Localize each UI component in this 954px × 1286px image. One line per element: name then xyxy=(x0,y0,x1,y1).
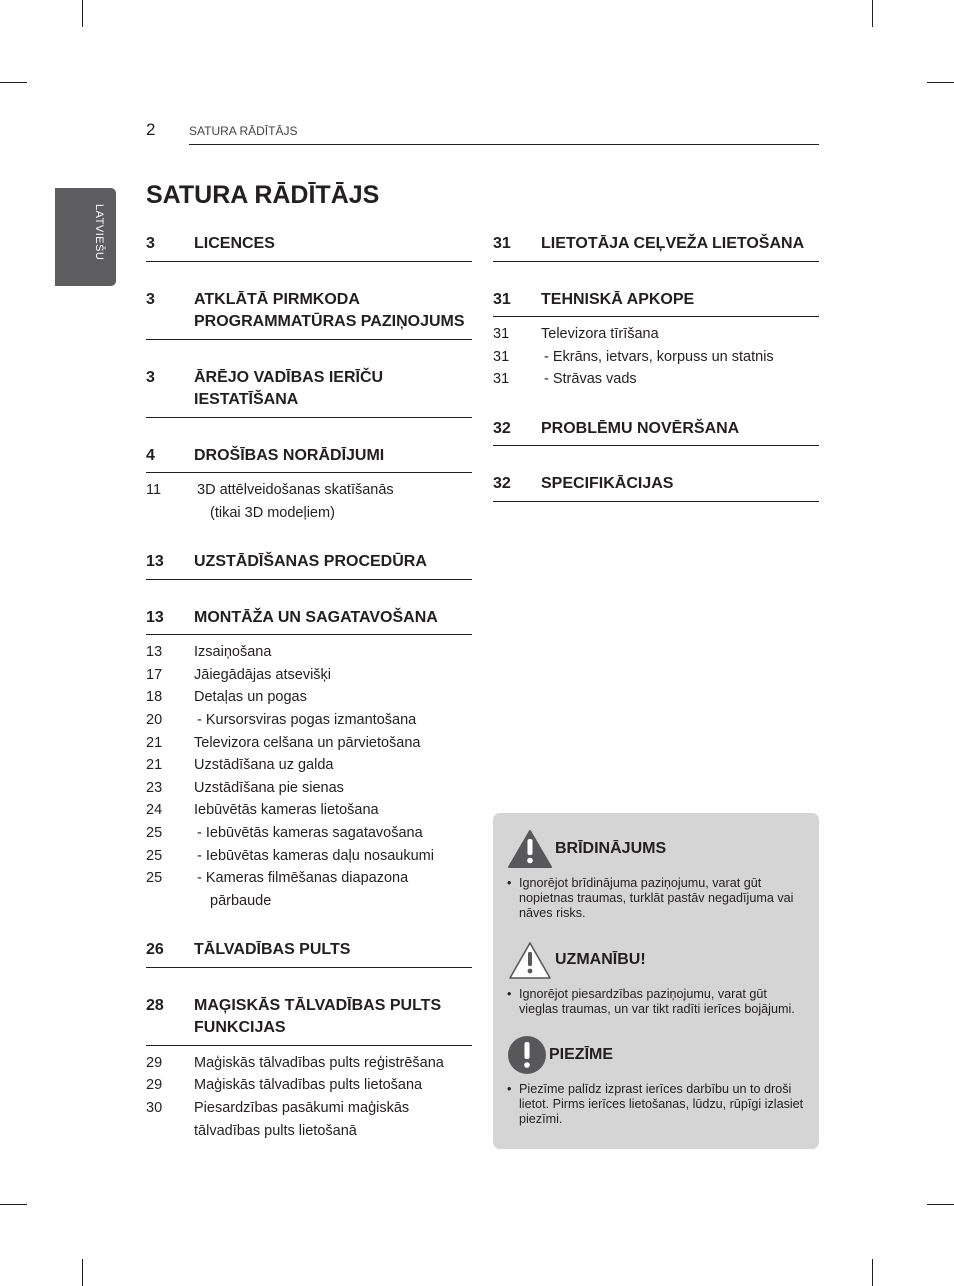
toc-section-title: LICENCES xyxy=(194,235,275,252)
toc-subitem-text: Piesardzības pasākumi maģiskās xyxy=(194,1100,410,1116)
toc-subitem xyxy=(146,664,472,687)
page-title: SATURA RĀDĪTĀJS xyxy=(146,181,380,209)
toc-subitem-page: 20 xyxy=(146,711,163,728)
toc-subitem-text: Iebūvētās kameras lietošana xyxy=(194,802,379,819)
toc-subitem-page: 21 xyxy=(146,734,163,751)
crop-mark xyxy=(872,1259,873,1286)
toc-subitem xyxy=(493,346,819,369)
bullet: • xyxy=(507,1082,512,1096)
toc-section-page: 31 xyxy=(493,290,511,308)
toc-section-page: 28 xyxy=(146,996,164,1014)
toc-section xyxy=(146,992,472,1046)
toc-subitem xyxy=(146,822,472,845)
toc-subitems xyxy=(146,641,472,912)
toc-subitem-text: Izsaiņošana xyxy=(194,644,272,661)
toc-subitem-page: 13 xyxy=(146,644,163,661)
toc-subitem-text: pārbaude xyxy=(210,892,272,909)
toc-section-title: MAĢISKĀS TĀLVADĪBAS PULTS FUNKCIJAS xyxy=(194,996,442,1037)
toc-subitem-text: - Strāvas vads xyxy=(544,371,637,388)
toc-subitem-text: - Ekrāns, ietvars, korpuss un statnis xyxy=(544,348,774,365)
toc-section-title: LIETOTĀJA CEĻVEŽA LIETOŠANA xyxy=(541,235,805,252)
toc-section-page: 26 xyxy=(146,941,164,959)
toc-section xyxy=(146,936,472,968)
toc-subitem xyxy=(146,1052,472,1075)
note-exclamation-circle-icon xyxy=(507,1035,553,1075)
toc-subitem-text: - Kursorsviras pogas izmantošana xyxy=(197,711,417,728)
toc-subitem-page: 29 xyxy=(146,1054,163,1071)
bullet: • xyxy=(507,876,512,890)
toc-subitem-text: Jāiegādājas atsevišķi xyxy=(194,666,332,683)
toc-subitem-text: Televizora celšana un pārvietošana xyxy=(194,734,421,751)
caution-notice xyxy=(507,940,809,1017)
toc-subitem xyxy=(146,502,472,525)
bullet: • xyxy=(507,987,512,1001)
toc-section-page: 3 xyxy=(146,235,155,252)
crop-mark xyxy=(0,1204,27,1205)
toc-left-column xyxy=(146,230,472,1142)
toc-subitem-text: 3D attēlveidošanas skatīšanās xyxy=(197,482,394,498)
toc-subitem-page: 30 xyxy=(146,1100,163,1116)
toc-section xyxy=(493,230,819,262)
toc-section xyxy=(146,442,472,474)
warning-notice xyxy=(507,829,809,921)
toc-subitem-page: 31 xyxy=(493,348,510,365)
caution-text: Ignorējot piesardzības paziņojumu, varat gūt vieglas traumas, un var tikt radīti ierīces bojājumi. xyxy=(519,987,795,1016)
toc-subitem-page: 23 xyxy=(146,779,163,796)
language-tab xyxy=(55,188,116,286)
toc-subitem xyxy=(146,1074,472,1097)
toc-section-page: 13 xyxy=(146,553,164,571)
toc-subitem xyxy=(146,709,472,732)
crop-mark xyxy=(927,82,954,83)
toc-section-title: TĀLVADĪBAS PULTS xyxy=(194,941,351,959)
toc-section-title: ATKLĀTĀ PIRMKODA PROGRAMMATŪRAS PAZIŅOJUMS xyxy=(194,290,465,330)
toc-subitems xyxy=(493,323,819,391)
note-text: Piezīme palīdz izprast ierīces darbību un to droši lietot. Pirms ierīces lietošanas, lūdzu, rūpīgi izlasiet piezīmi. xyxy=(519,1082,804,1126)
toc-subitem xyxy=(493,323,819,346)
caution-triangle-outline-icon xyxy=(507,940,553,980)
toc-subitem-text: - Iebūvētās kameras sagatavošana xyxy=(197,824,423,841)
crop-mark xyxy=(82,0,83,27)
toc-subitem-text: (tikai 3D modeļiem) xyxy=(210,504,335,521)
toc-subitem-page xyxy=(146,502,194,525)
toc-subitem xyxy=(146,754,472,777)
toc-subitem-page: 18 xyxy=(146,689,163,706)
toc-section-title: ĀRĒJO VADĪBAS IERĪČU IESTATĪŠANA xyxy=(194,368,384,408)
toc-subitem xyxy=(493,368,819,391)
toc-subitem-page xyxy=(146,890,194,913)
toc-section-page: 31 xyxy=(493,235,511,252)
toc-subitem-text: Uzstādīšana uz galda xyxy=(194,757,334,774)
toc-subitem-page: 17 xyxy=(146,666,163,683)
toc-section-page: 13 xyxy=(146,608,164,626)
toc-subitem-text: Maģiskās tālvadības pults reģistrēšana xyxy=(194,1054,444,1071)
toc-subitem xyxy=(146,1097,472,1120)
header-divider xyxy=(189,144,819,145)
page-number: 2 xyxy=(146,120,156,139)
toc-subitem xyxy=(146,845,472,868)
toc-subitem-text: Televizora tīrīšana xyxy=(541,326,659,342)
toc-subitem xyxy=(146,686,472,709)
crop-mark xyxy=(872,0,873,27)
crop-mark xyxy=(927,1204,954,1205)
toc-subitem-page: 29 xyxy=(146,1077,163,1094)
toc-subitem xyxy=(146,799,472,822)
toc-subitem xyxy=(146,479,472,502)
toc-subitem-page: 31 xyxy=(493,326,510,342)
language-tab-label: LATVIEŠU xyxy=(93,204,105,261)
note-notice xyxy=(507,1035,809,1127)
toc-subitem-text: tālvadības pults lietošanā xyxy=(194,1122,357,1139)
toc-section-title: DROŠĪBAS NORĀDĪJUMI xyxy=(194,446,385,464)
toc-subitem-text: Uzstādīšana pie sienas xyxy=(194,779,344,796)
toc-section-page: 4 xyxy=(146,446,155,464)
toc-section-title: MONTĀŽA UN SAGATAVOŠANA xyxy=(194,608,438,626)
toc-subitem-text: Maģiskās tālvadības pults lietošana xyxy=(194,1077,423,1094)
toc-right-column xyxy=(493,230,819,502)
toc-section-title: PROBLĒMU NOVĒRŠANA xyxy=(541,419,740,437)
toc-subitem-page: 25 xyxy=(146,870,163,887)
warning-triangle-filled-icon xyxy=(507,829,553,869)
toc-section xyxy=(146,604,472,636)
warning-text: Ignorējot brīdinājuma paziņojumu, varat gūt nopietnas traumas, turklāt pastāv negadījuma vai nāves risks. xyxy=(519,876,794,920)
toc-section-page: 32 xyxy=(493,419,511,437)
toc-subitem xyxy=(146,641,472,664)
toc-subitems xyxy=(146,1052,472,1142)
note-label: PIEZĪME xyxy=(549,1046,614,1063)
toc-subitem-page xyxy=(146,1120,194,1143)
toc-section xyxy=(493,415,819,447)
toc-subitem xyxy=(146,732,472,755)
toc-subitem-page: 24 xyxy=(146,802,163,819)
notice-box xyxy=(493,813,819,1149)
crop-mark xyxy=(82,1259,83,1286)
toc-section-title: TEHNISKĀ APKOPE xyxy=(541,290,695,308)
toc-section-page: 32 xyxy=(493,475,511,493)
toc-section-page: 3 xyxy=(146,290,155,308)
toc-section xyxy=(146,286,472,340)
running-header: SATURA RĀDĪTĀJS xyxy=(189,124,298,138)
toc-subitem xyxy=(146,867,472,890)
toc-subitem xyxy=(146,1120,472,1143)
toc-subitem xyxy=(146,890,472,913)
toc-section-title: SPECIFIKĀCIJAS xyxy=(541,475,674,493)
toc-subitem-page: 25 xyxy=(146,824,163,841)
toc-subitems xyxy=(146,479,472,524)
toc-subitem-page: 11 xyxy=(146,482,162,498)
toc-section xyxy=(493,286,819,318)
toc-section xyxy=(146,230,472,262)
warning-label: BRĪDINĀJUMS xyxy=(555,840,667,857)
toc-section-title: UZSTĀDĪŠANAS PROCEDŪRA xyxy=(194,553,427,571)
toc-subitem-page: 31 xyxy=(493,371,510,388)
toc-section xyxy=(493,470,819,502)
toc-section xyxy=(146,364,472,418)
toc-section-page: 3 xyxy=(146,368,155,386)
toc-subitem xyxy=(146,777,472,800)
toc-subitem-page: 25 xyxy=(146,847,163,864)
crop-mark xyxy=(0,82,27,83)
toc-subitem-text: - Kameras filmēšanas diapazona xyxy=(197,870,409,887)
toc-subitem-text: Detaļas un pogas xyxy=(194,689,307,706)
caution-label: UZMANĪBU! xyxy=(555,951,646,968)
toc-subitem-text: - Iebūvētas kameras daļu nosaukumi xyxy=(197,847,434,864)
toc-section xyxy=(146,548,472,580)
toc-subitem-page: 21 xyxy=(146,757,163,774)
